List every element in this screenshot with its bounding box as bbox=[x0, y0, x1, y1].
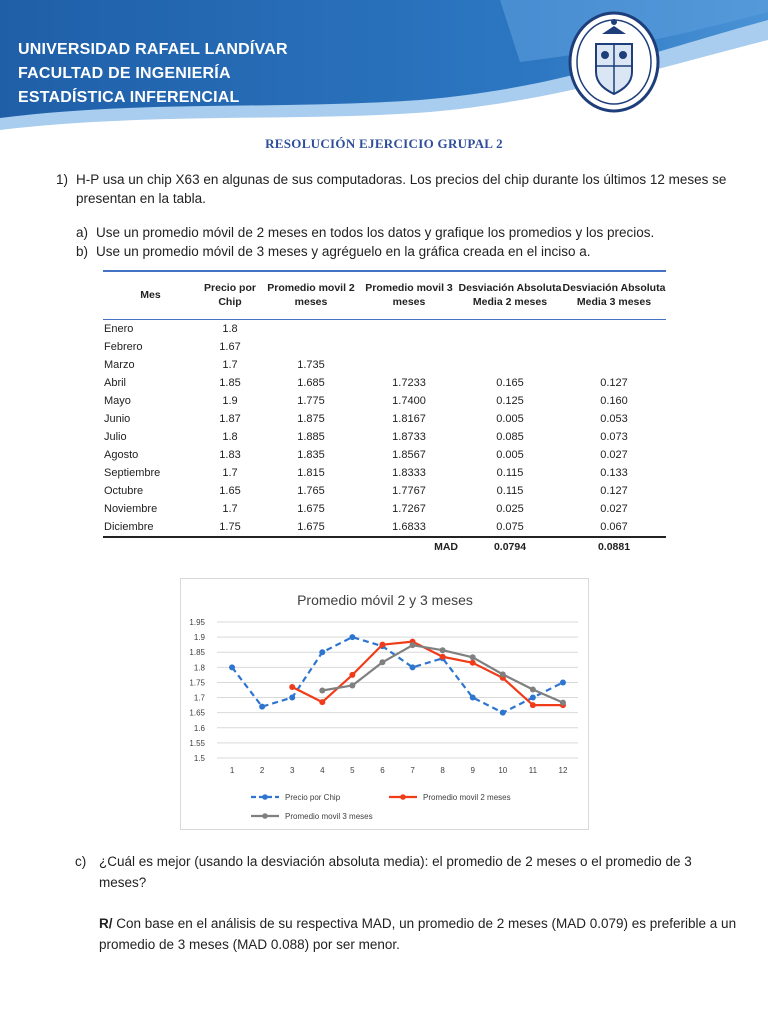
x-tick-label: 7 bbox=[410, 766, 415, 775]
table-cell: 1.835 bbox=[297, 449, 325, 462]
mad-label: MAD bbox=[434, 541, 458, 554]
table-cell: 0.073 bbox=[600, 431, 628, 444]
table-row bbox=[103, 410, 666, 428]
table-row bbox=[103, 392, 666, 410]
question-c-text: ¿Cuál es mejor (usando la desviación absoluta media): el promedio de 2 meses o el promedio de 3 meses? bbox=[99, 854, 692, 890]
table-cell: Agosto bbox=[104, 449, 139, 462]
question-1-text: H-P usa un chip X63 en algunas de sus computadoras. Los precios del chip durante los últimos 12 meses se presentan en la tabla. bbox=[76, 172, 727, 206]
table-cell: 0.127 bbox=[600, 485, 628, 498]
data-point bbox=[410, 642, 416, 648]
mad-value-2: 0.0794 bbox=[493, 541, 527, 554]
x-tick-label: 8 bbox=[440, 766, 445, 775]
table-row bbox=[103, 518, 666, 537]
table-row bbox=[103, 374, 666, 392]
table-cell: Septiembre bbox=[104, 467, 161, 480]
table-row bbox=[103, 356, 666, 374]
table-cell: 0.075 bbox=[458, 518, 562, 537]
y-tick-label: 1.9 bbox=[193, 633, 205, 643]
chart-title: Promedio móvil 2 y 3 meses bbox=[297, 592, 473, 608]
y-tick-label: 1.5 bbox=[193, 754, 205, 763]
table-cell: 1.7 bbox=[222, 358, 238, 371]
table-cell: 0.005 bbox=[496, 449, 524, 462]
table-cell bbox=[562, 356, 666, 374]
table-cell bbox=[562, 319, 666, 338]
table-cell: 1.675 bbox=[262, 518, 360, 537]
table-cell: 0.165 bbox=[496, 376, 524, 389]
table-cell: 1.8 bbox=[222, 431, 238, 444]
table-cell: 1.685 bbox=[297, 376, 325, 389]
table-cell bbox=[458, 356, 562, 374]
data-point bbox=[530, 702, 536, 708]
table-cell: 1.7400 bbox=[392, 394, 426, 407]
data-point bbox=[530, 695, 536, 701]
chart-container bbox=[180, 578, 589, 830]
line-chart bbox=[181, 579, 590, 831]
part-b-text: Use un promedio móvil de 3 meses y agréguelo en la gráfica creada en el inciso a. bbox=[96, 244, 591, 259]
table-row bbox=[103, 319, 666, 338]
header-banner bbox=[0, 0, 768, 140]
table-cell: Junio bbox=[104, 412, 131, 425]
data-point bbox=[379, 659, 385, 665]
y-tick-label: 1.95 bbox=[189, 618, 205, 627]
table-cell: Febrero bbox=[104, 340, 143, 353]
table-cell bbox=[458, 319, 562, 338]
document-title: RESOLUCIÓN EJERCICIO GRUPAL 2 bbox=[265, 136, 503, 151]
question-c bbox=[75, 851, 725, 893]
table-cell: 1.8567 bbox=[392, 449, 426, 462]
table-cell: 1.875 bbox=[297, 412, 325, 425]
x-tick-label: 2 bbox=[259, 766, 265, 775]
table-row bbox=[103, 500, 666, 518]
x-tick-label: 12 bbox=[558, 766, 568, 775]
x-tick-label: 5 bbox=[350, 766, 355, 775]
y-tick-label: 1.8 bbox=[193, 663, 205, 673]
table-cell: 1.7 bbox=[222, 467, 238, 480]
table-row bbox=[103, 464, 666, 482]
table-cell: 1.85 bbox=[219, 376, 241, 389]
table-header-row bbox=[103, 271, 666, 319]
x-tick-label: 11 bbox=[528, 766, 538, 775]
series-line-1 bbox=[232, 637, 563, 713]
legend-label: Promedio movil 2 meses bbox=[423, 793, 511, 802]
data-point bbox=[319, 688, 325, 694]
table-body bbox=[103, 319, 666, 556]
table-cell bbox=[360, 356, 458, 374]
table-cell: Diciembre bbox=[103, 518, 198, 537]
table-row bbox=[103, 428, 666, 446]
table-cell: Mayo bbox=[104, 394, 131, 407]
legend-label: Precio por Chip bbox=[285, 793, 341, 802]
part-a-label: a) bbox=[76, 225, 89, 240]
mad-value-3: 0.0881 bbox=[597, 541, 631, 554]
part-b-label: b) bbox=[76, 244, 89, 259]
table-cell bbox=[262, 537, 360, 556]
table-cell: 0.025 bbox=[496, 503, 524, 516]
data-point bbox=[560, 700, 566, 706]
legend-swatch-marker bbox=[262, 813, 268, 819]
y-tick-label: 1.6 bbox=[193, 723, 205, 733]
table-cell: 1.7767 bbox=[392, 485, 426, 498]
table-cell: Marzo bbox=[104, 358, 135, 371]
x-tick-label: 4 bbox=[320, 766, 325, 775]
table-cell: 0.125 bbox=[496, 394, 524, 407]
table-cell bbox=[198, 537, 262, 556]
table-cell: 1.7233 bbox=[392, 376, 426, 389]
table-cell: 1.87 bbox=[219, 412, 241, 425]
table-cell: 1.83 bbox=[219, 449, 241, 462]
data-point bbox=[470, 660, 476, 666]
part-a-text: Use un promedio móvil de 2 meses en todos los datos y grafique los promedios y los precios. bbox=[96, 225, 655, 240]
table-cell: 1.8 bbox=[222, 322, 238, 335]
table-cell: 0.027 bbox=[600, 449, 628, 462]
table-cell: Julio bbox=[104, 431, 127, 444]
y-tick-label: 1.65 bbox=[189, 708, 205, 718]
data-point bbox=[259, 704, 265, 710]
table-cell: 0.005 bbox=[496, 412, 524, 425]
data-point bbox=[319, 699, 325, 705]
table-cell: 1.675 bbox=[297, 503, 325, 516]
x-tick-label: 9 bbox=[470, 766, 475, 775]
table-cell: 1.67 bbox=[219, 340, 241, 353]
y-tick-label: 1.85 bbox=[189, 648, 205, 658]
table-cell: 1.65 bbox=[219, 485, 241, 498]
course-name: ESTADÍSTICA INFERENCIAL bbox=[18, 89, 240, 106]
header-desviacion-2: Desviación Absoluta Media 2 meses bbox=[458, 281, 562, 308]
table-cell: 0.067 bbox=[562, 518, 666, 537]
data-point bbox=[500, 710, 506, 716]
question-1 bbox=[56, 170, 736, 208]
question-1-number: 1) bbox=[56, 172, 69, 187]
table-cell bbox=[562, 338, 666, 356]
x-tick-label: 3 bbox=[289, 766, 295, 775]
data-table-wrapper bbox=[103, 270, 666, 556]
legend-label: Promedio movil 3 meses bbox=[285, 812, 373, 821]
table-cell: Enero bbox=[104, 322, 134, 335]
data-point bbox=[530, 686, 536, 692]
table-cell: 1.9 bbox=[222, 394, 238, 407]
table-cell: 1.7 bbox=[222, 503, 238, 516]
y-tick-label: 1.75 bbox=[189, 678, 205, 688]
series-line-2 bbox=[292, 642, 563, 705]
part-b bbox=[76, 242, 591, 261]
table-cell: Octubre bbox=[104, 485, 144, 498]
table-cell: 1.885 bbox=[297, 431, 325, 444]
legend-swatch-marker bbox=[262, 794, 268, 800]
header-desviacion-3: Desviación Absoluta Media 3 meses bbox=[562, 281, 666, 308]
table-cell: 1.815 bbox=[297, 467, 325, 480]
table-cell: 0.160 bbox=[600, 394, 628, 407]
y-tick-label: 1.55 bbox=[189, 738, 205, 748]
table-cell: 1.8733 bbox=[392, 431, 426, 444]
table-cell: 0.115 bbox=[496, 485, 524, 498]
header-promedio-2: Promedio movil 2 meses bbox=[267, 281, 355, 308]
header-precio: Precio por Chip bbox=[204, 281, 256, 308]
data-point bbox=[349, 682, 355, 688]
table-cell: Noviembre bbox=[104, 503, 158, 516]
x-tick-label: 6 bbox=[380, 766, 385, 775]
table-cell bbox=[262, 319, 360, 338]
table-cell bbox=[262, 338, 360, 356]
table-cell: 1.7267 bbox=[392, 503, 426, 516]
y-tick-label: 1.7 bbox=[193, 693, 205, 703]
mad-row bbox=[103, 537, 666, 556]
answer bbox=[99, 913, 739, 955]
table-cell: 1.6833 bbox=[360, 518, 458, 537]
legend-swatch-marker bbox=[400, 794, 406, 800]
university-seal-icon bbox=[566, 10, 662, 114]
table-cell: 0.053 bbox=[600, 412, 628, 425]
answer-label: R/ bbox=[99, 916, 113, 931]
table-cell: 1.735 bbox=[297, 358, 325, 371]
price-table bbox=[103, 270, 666, 556]
table-cell: 0.085 bbox=[496, 431, 524, 444]
table-cell: 0.027 bbox=[600, 503, 628, 516]
data-point bbox=[560, 679, 566, 685]
table-cell bbox=[103, 537, 198, 556]
header-promedio-3: Promedio movil 3 meses bbox=[365, 281, 453, 308]
table-cell: 1.765 bbox=[297, 485, 325, 498]
table-cell: Abril bbox=[104, 376, 127, 389]
banner-title bbox=[18, 38, 288, 110]
table-cell: 1.75 bbox=[198, 518, 262, 537]
table-row bbox=[103, 338, 666, 356]
data-point bbox=[229, 664, 235, 670]
data-point bbox=[470, 695, 476, 701]
x-tick-label: 1 bbox=[229, 766, 235, 775]
x-tick-label: 10 bbox=[498, 766, 508, 775]
answer-text: Con base en el análisis de su respectiva MAD, un promedio de 2 meses (MAD 0.079) es preferible a un promedio de 3 meses (MAD 0.088) por ser menor. bbox=[99, 916, 737, 952]
table-row bbox=[103, 482, 666, 500]
table-cell: 1.775 bbox=[297, 394, 325, 407]
part-a bbox=[76, 223, 654, 242]
table-cell: 0.133 bbox=[600, 467, 628, 480]
table-cell: 1.8333 bbox=[392, 467, 426, 480]
table-cell bbox=[360, 319, 458, 338]
table-row bbox=[103, 446, 666, 464]
data-point bbox=[289, 684, 295, 690]
data-point bbox=[500, 671, 506, 677]
data-point bbox=[379, 642, 385, 648]
data-point bbox=[470, 654, 476, 660]
table-cell bbox=[360, 338, 458, 356]
data-point bbox=[440, 654, 446, 660]
university-name: UNIVERSIDAD RAFAEL LANDÍVAR bbox=[18, 41, 288, 58]
data-point bbox=[289, 695, 295, 701]
data-point bbox=[349, 634, 355, 640]
data-point bbox=[319, 649, 325, 655]
question-c-label: c) bbox=[75, 854, 87, 869]
data-point bbox=[440, 647, 446, 653]
table-cell: 0.127 bbox=[600, 376, 628, 389]
header-mes: Mes bbox=[140, 288, 161, 301]
table-cell bbox=[458, 338, 562, 356]
data-point bbox=[410, 664, 416, 670]
data-point bbox=[349, 672, 355, 678]
table-cell: 1.8167 bbox=[392, 412, 426, 425]
faculty-name: FACULTAD DE INGENIERÍA bbox=[18, 65, 231, 82]
table-cell: 0.115 bbox=[496, 467, 524, 480]
